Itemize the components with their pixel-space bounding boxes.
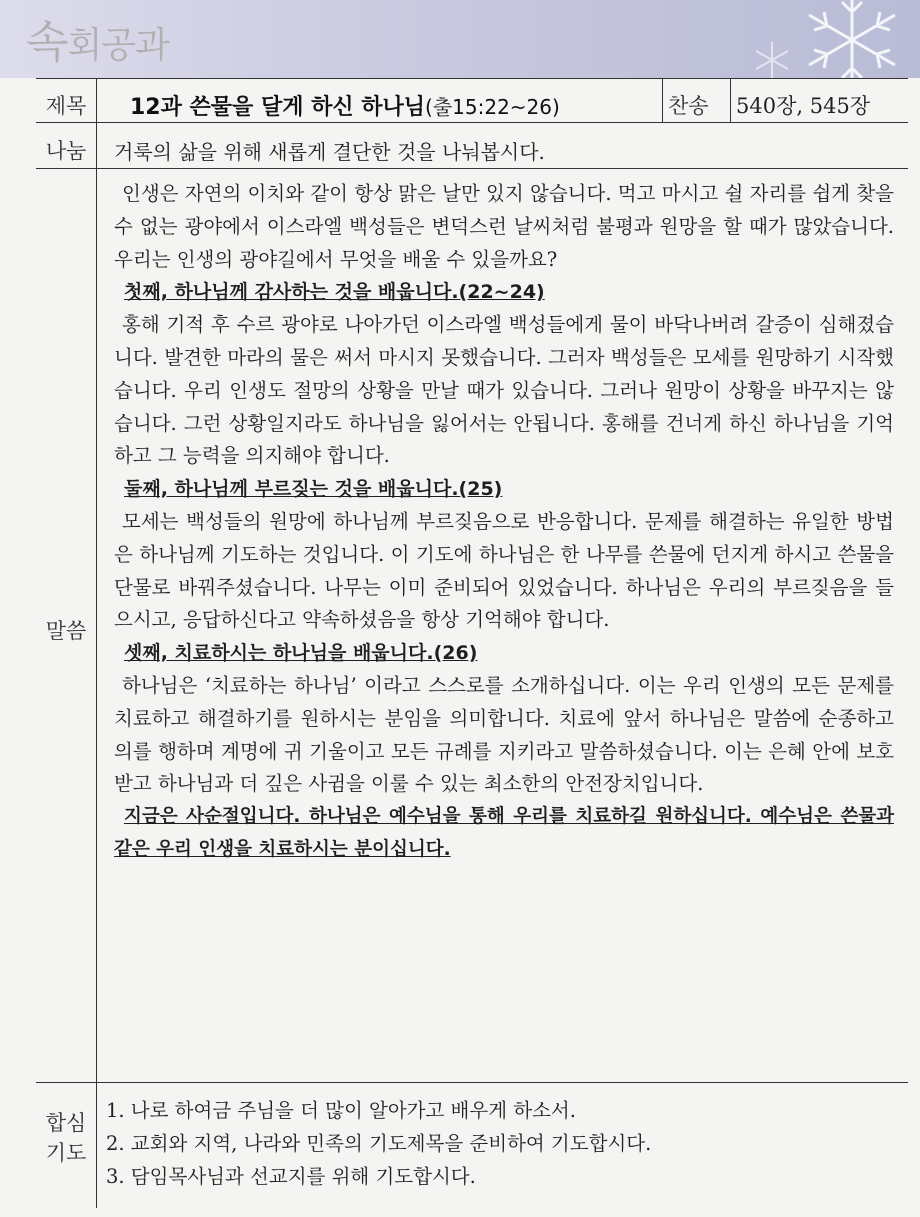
prayer-label — [36, 1108, 96, 1168]
section-heading-3: 셋째, 치료하시는 하나님을 배웁니다.(26) — [124, 642, 478, 665]
prayer-list — [106, 1094, 896, 1193]
prayer-label-line2: 기도 — [45, 1141, 87, 1165]
header-title — [26, 6, 169, 70]
lesson-table — [36, 78, 908, 1208]
table-divider-title — [36, 122, 908, 123]
lesson-title — [130, 90, 560, 121]
table-border-top — [36, 78, 908, 79]
section-text-3: 하나님은 ‘치료하는 하나님’ 이라고 스스로를 소개하십니다. 이는 우리 인생의 모든 문제를 치료하고 해결하기를 원하시는 분임을 의미합니다. 치료에 앞서 하나님은 말씀에 순종하고 의를 행하며 계명에 귀 기울이고 모든 규례를 지키라고 말씀하셨습니다. 이는 은혜 안에 보호받고 하나님과 더 깊은 사귐을 이룰 수 있는 최소한의 안전장치입니다. — [114, 673, 894, 796]
prayer-item: 2. 교회와 지역, 나라와 민족의 기도제목을 준비하여 기도합시다. — [106, 1132, 652, 1155]
section-heading-1: 첫째, 하나님께 감사하는 것을 배웁니다.(22~24) — [124, 281, 545, 304]
word-label: 말씀 — [45, 619, 87, 643]
table-label-column-line — [96, 78, 97, 1208]
table-divider-share — [36, 168, 908, 169]
page-header — [0, 0, 920, 78]
header-title-first-char: 속 — [26, 17, 68, 68]
hymn-label: 찬송 — [668, 94, 709, 118]
header-title-rest: 회공과 — [67, 25, 169, 66]
title-label: 제목 — [45, 94, 87, 118]
sermon-intro: 인생은 자연의 이치와 같이 항상 맑은 날만 있지 않습니다. 먹고 마시고 쉴 자리를 쉽게 찾을 수 없는 광야에서 이스라엘 백성들은 변덕스런 날씨처럼 불평과 원망을 할 때가 많았습니다. 우리는 인생의 광야길에서 무엇을 배울 수 있을까요? — [114, 182, 894, 271]
sermon-body — [114, 178, 894, 867]
section-text-2: 모세는 백성들의 원망에 하나님께 부르짖음으로 반응합니다. 문제를 해결하는 유일한 방법은 하나님께 기도하는 것입니다. 이 기도에 하나님은 한 나무를 쓴물에 던지게 하시고 쓴물을 단물로 바꿔주셨습니다. 나무는 이미 준비되어 있었습니다. 하나님은 우리의 부르짖음을 들으시고, 응답하신다고 약속하셨음을 항상 기억해야 합니다. — [114, 509, 894, 632]
section-text-1: 홍해 기적 후 수르 광야로 나아가던 이스라엘 백성들에게 물이 바닥나버려 갈증이 심해졌습니다. 발견한 마라의 물은 써서 마시지 못했습니다. 그러자 백성들은 모세를 원망하기 시작했습니다. 우리 인생도 절망의 상황을 만날 때가 있습니다. 그러나 원망이 상황을 바꾸지는 않습니다. 그런 상황일지라도 하나님을 잃어서는 안됩니다. 홍해를 건너게 하신 하나님을 기억하고 그 능력을 의지해야 합니다. — [114, 313, 894, 468]
hymn-value: 540장, 545장 — [736, 94, 871, 118]
prayer-item: 1. 나로 하여금 주님을 더 많이 알아가고 배우게 하소서. — [106, 1099, 576, 1122]
sermon-conclusion: 지금은 사순절입니다. 하나님은 예수님을 통해 우리를 치료하길 원하십니다. 예수님은 쓴물과 같은 우리 인생을 치료하시는 분이십니다. — [114, 806, 894, 860]
lesson-reference: (출15:22~26) — [425, 95, 560, 119]
prayer-item: 3. 담임목사님과 선교지를 위해 기도합시다. — [106, 1165, 476, 1188]
section-heading-2: 둘째, 하나님께 부르짖는 것을 배웁니다.(25) — [124, 478, 503, 501]
share-label: 나눔 — [45, 139, 87, 163]
lesson-title-text: 12과 쓴물을 달게 하신 하나님 — [130, 95, 426, 120]
prayer-label-line1: 합심 — [45, 1111, 87, 1135]
table-divider-word — [36, 1082, 908, 1083]
table-hymn-divider-right — [730, 78, 731, 122]
table-hymn-divider-left — [662, 78, 663, 122]
share-text: 거룩의 삶을 위해 새롭게 결단한 것을 나눠봅시다. — [114, 140, 545, 164]
snowflake-icon — [742, 0, 912, 78]
